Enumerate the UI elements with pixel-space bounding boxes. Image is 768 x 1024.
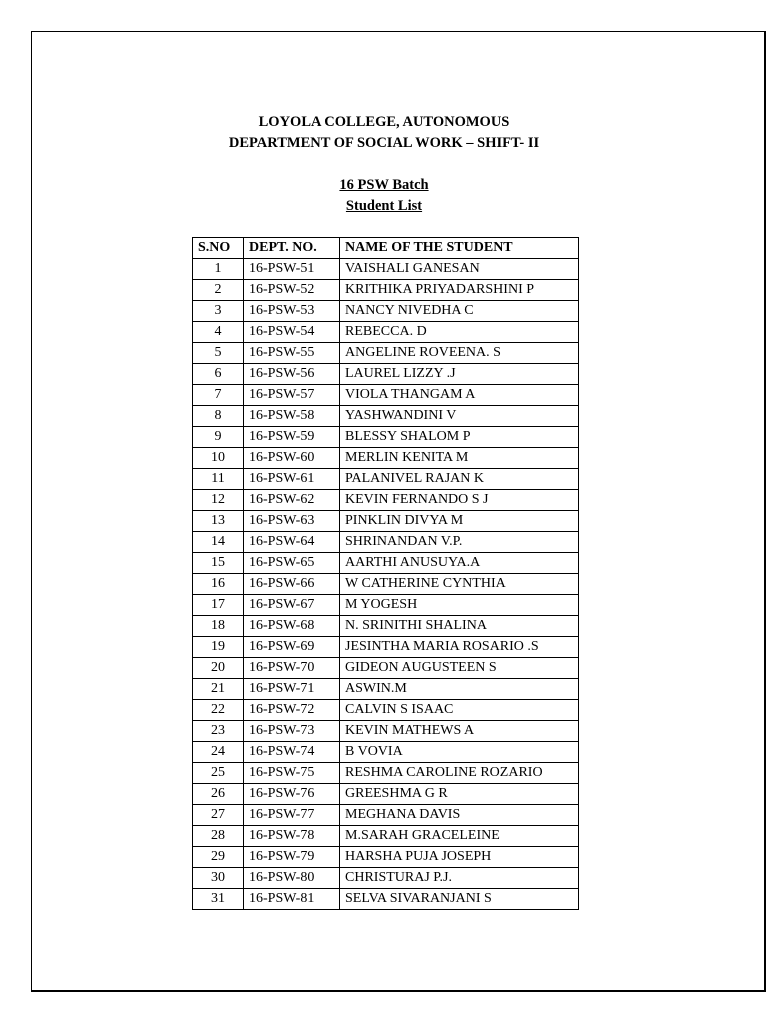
row-student-name: REBECCA. D [340,322,579,343]
table-row [193,679,579,700]
row-student-name: MERLIN KENITA M [340,448,579,469]
row-student-name: B VOVIA [340,742,579,763]
row-sno: 16 [193,574,244,595]
row-sno: 1 [193,259,244,280]
row-dept-no: 16-PSW-75 [244,763,340,784]
row-sno: 25 [193,763,244,784]
row-sno: 20 [193,658,244,679]
row-dept-no: 16-PSW-69 [244,637,340,658]
column-header-sno: S.NO [193,238,244,259]
row-sno: 7 [193,385,244,406]
row-student-name: SHRINANDAN V.P. [340,532,579,553]
table-row [193,889,579,910]
row-student-name: ANGELINE ROVEENA. S [340,343,579,364]
row-dept-no: 16-PSW-64 [244,532,340,553]
table-row [193,847,579,868]
table-row [193,763,579,784]
row-student-name: CALVIN S ISAAC [340,700,579,721]
row-student-name: PALANIVEL RAJAN K [340,469,579,490]
row-dept-no: 16-PSW-74 [244,742,340,763]
row-sno: 11 [193,469,244,490]
table-header-row [193,238,579,259]
row-sno: 22 [193,700,244,721]
row-sno: 23 [193,721,244,742]
table-row [193,490,579,511]
row-student-name: AARTHI ANUSUYA.A [340,553,579,574]
row-sno: 26 [193,784,244,805]
row-sno: 8 [193,406,244,427]
table-row [193,511,579,532]
row-sno: 17 [193,595,244,616]
table-row [193,574,579,595]
row-sno: 2 [193,280,244,301]
row-sno: 4 [193,322,244,343]
row-student-name: N. SRINITHI SHALINA [340,616,579,637]
table-row [193,469,579,490]
row-dept-no: 16-PSW-53 [244,301,340,322]
row-student-name: GREESHMA G R [340,784,579,805]
table-row [193,700,579,721]
table-body [193,259,579,910]
row-dept-no: 16-PSW-62 [244,490,340,511]
row-sno: 29 [193,847,244,868]
table-row [193,637,579,658]
batch-title: 16 PSW Batch [339,177,429,193]
table-row [193,259,579,280]
column-header-student-name: NAME OF THE STUDENT [340,238,579,259]
row-student-name: SELVA SIVARANJANI S [340,889,579,910]
student-table [192,237,579,910]
table-row [193,448,579,469]
row-student-name: MEGHANA DAVIS [340,805,579,826]
row-student-name: HARSHA PUJA JOSEPH [340,847,579,868]
row-student-name: KEVIN MATHEWS A [340,721,579,742]
table-row [193,742,579,763]
row-dept-no: 16-PSW-71 [244,679,340,700]
row-sno: 28 [193,826,244,847]
table-row [193,343,579,364]
row-sno: 24 [193,742,244,763]
row-student-name: NANCY NIVEDHA C [340,301,579,322]
row-dept-no: 16-PSW-68 [244,616,340,637]
table-row [193,784,579,805]
table-row [193,805,579,826]
row-sno: 30 [193,868,244,889]
table-row [193,658,579,679]
row-sno: 6 [193,364,244,385]
row-student-name: PINKLIN DIVYA M [340,511,579,532]
row-student-name: VAISHALI GANESAN [340,259,579,280]
row-dept-no: 16-PSW-51 [244,259,340,280]
row-dept-no: 16-PSW-77 [244,805,340,826]
row-sno: 12 [193,490,244,511]
row-sno: 31 [193,889,244,910]
row-sno: 27 [193,805,244,826]
row-student-name: M YOGESH [340,595,579,616]
table-row [193,616,579,637]
row-sno: 5 [193,343,244,364]
row-student-name: ASWIN.M [340,679,579,700]
row-dept-no: 16-PSW-55 [244,343,340,364]
table-row [193,301,579,322]
row-dept-no: 16-PSW-52 [244,280,340,301]
row-sno: 21 [193,679,244,700]
row-sno: 18 [193,616,244,637]
row-student-name: CHRISTURAJ P.J. [340,868,579,889]
row-sno: 15 [193,553,244,574]
row-student-name: KEVIN FERNANDO S J [340,490,579,511]
row-dept-no: 16-PSW-60 [244,448,340,469]
table-row [193,721,579,742]
row-dept-no: 16-PSW-63 [244,511,340,532]
row-student-name: JESINTHA MARIA ROSARIO .S [340,637,579,658]
row-sno: 19 [193,637,244,658]
table-row [193,322,579,343]
row-student-name: LAUREL LIZZY .J [340,364,579,385]
row-dept-no: 16-PSW-56 [244,364,340,385]
row-dept-no: 16-PSW-78 [244,826,340,847]
row-sno: 14 [193,532,244,553]
table-row [193,280,579,301]
row-dept-no: 16-PSW-65 [244,553,340,574]
department-title: DEPARTMENT OF SOCIAL WORK – SHIFT- II [228,135,540,151]
row-student-name: GIDEON AUGUSTEEN S [340,658,579,679]
table-row [193,385,579,406]
row-dept-no: 16-PSW-81 [244,889,340,910]
row-sno: 9 [193,427,244,448]
row-dept-no: 16-PSW-70 [244,658,340,679]
college-title: LOYOLA COLLEGE, AUTONOMOUS [258,114,510,130]
row-dept-no: 16-PSW-76 [244,784,340,805]
row-student-name: M.SARAH GRACELEINE [340,826,579,847]
row-sno: 3 [193,301,244,322]
row-student-name: VIOLA THANGAM A [340,385,579,406]
table-row [193,595,579,616]
row-dept-no: 16-PSW-73 [244,721,340,742]
row-dept-no: 16-PSW-59 [244,427,340,448]
row-student-name: YASHWANDINI V [340,406,579,427]
row-sno: 10 [193,448,244,469]
table-row [193,427,579,448]
row-dept-no: 16-PSW-61 [244,469,340,490]
table-row [193,553,579,574]
table-row [193,364,579,385]
row-student-name: RESHMA CAROLINE ROZARIO [340,763,579,784]
row-dept-no: 16-PSW-67 [244,595,340,616]
row-student-name: KRITHIKA PRIYADARSHINI P [340,280,579,301]
row-dept-no: 16-PSW-58 [244,406,340,427]
table-row [193,406,579,427]
table-row [193,826,579,847]
table-row [193,868,579,889]
row-dept-no: 16-PSW-80 [244,868,340,889]
column-header-dept-no: DEPT. NO. [244,238,340,259]
list-title: Student List [345,198,423,214]
row-dept-no: 16-PSW-57 [244,385,340,406]
row-student-name: BLESSY SHALOM P [340,427,579,448]
row-student-name: W CATHERINE CYNTHIA [340,574,579,595]
row-dept-no: 16-PSW-72 [244,700,340,721]
table-row [193,532,579,553]
row-sno: 13 [193,511,244,532]
row-dept-no: 16-PSW-79 [244,847,340,868]
row-dept-no: 16-PSW-54 [244,322,340,343]
row-dept-no: 16-PSW-66 [244,574,340,595]
